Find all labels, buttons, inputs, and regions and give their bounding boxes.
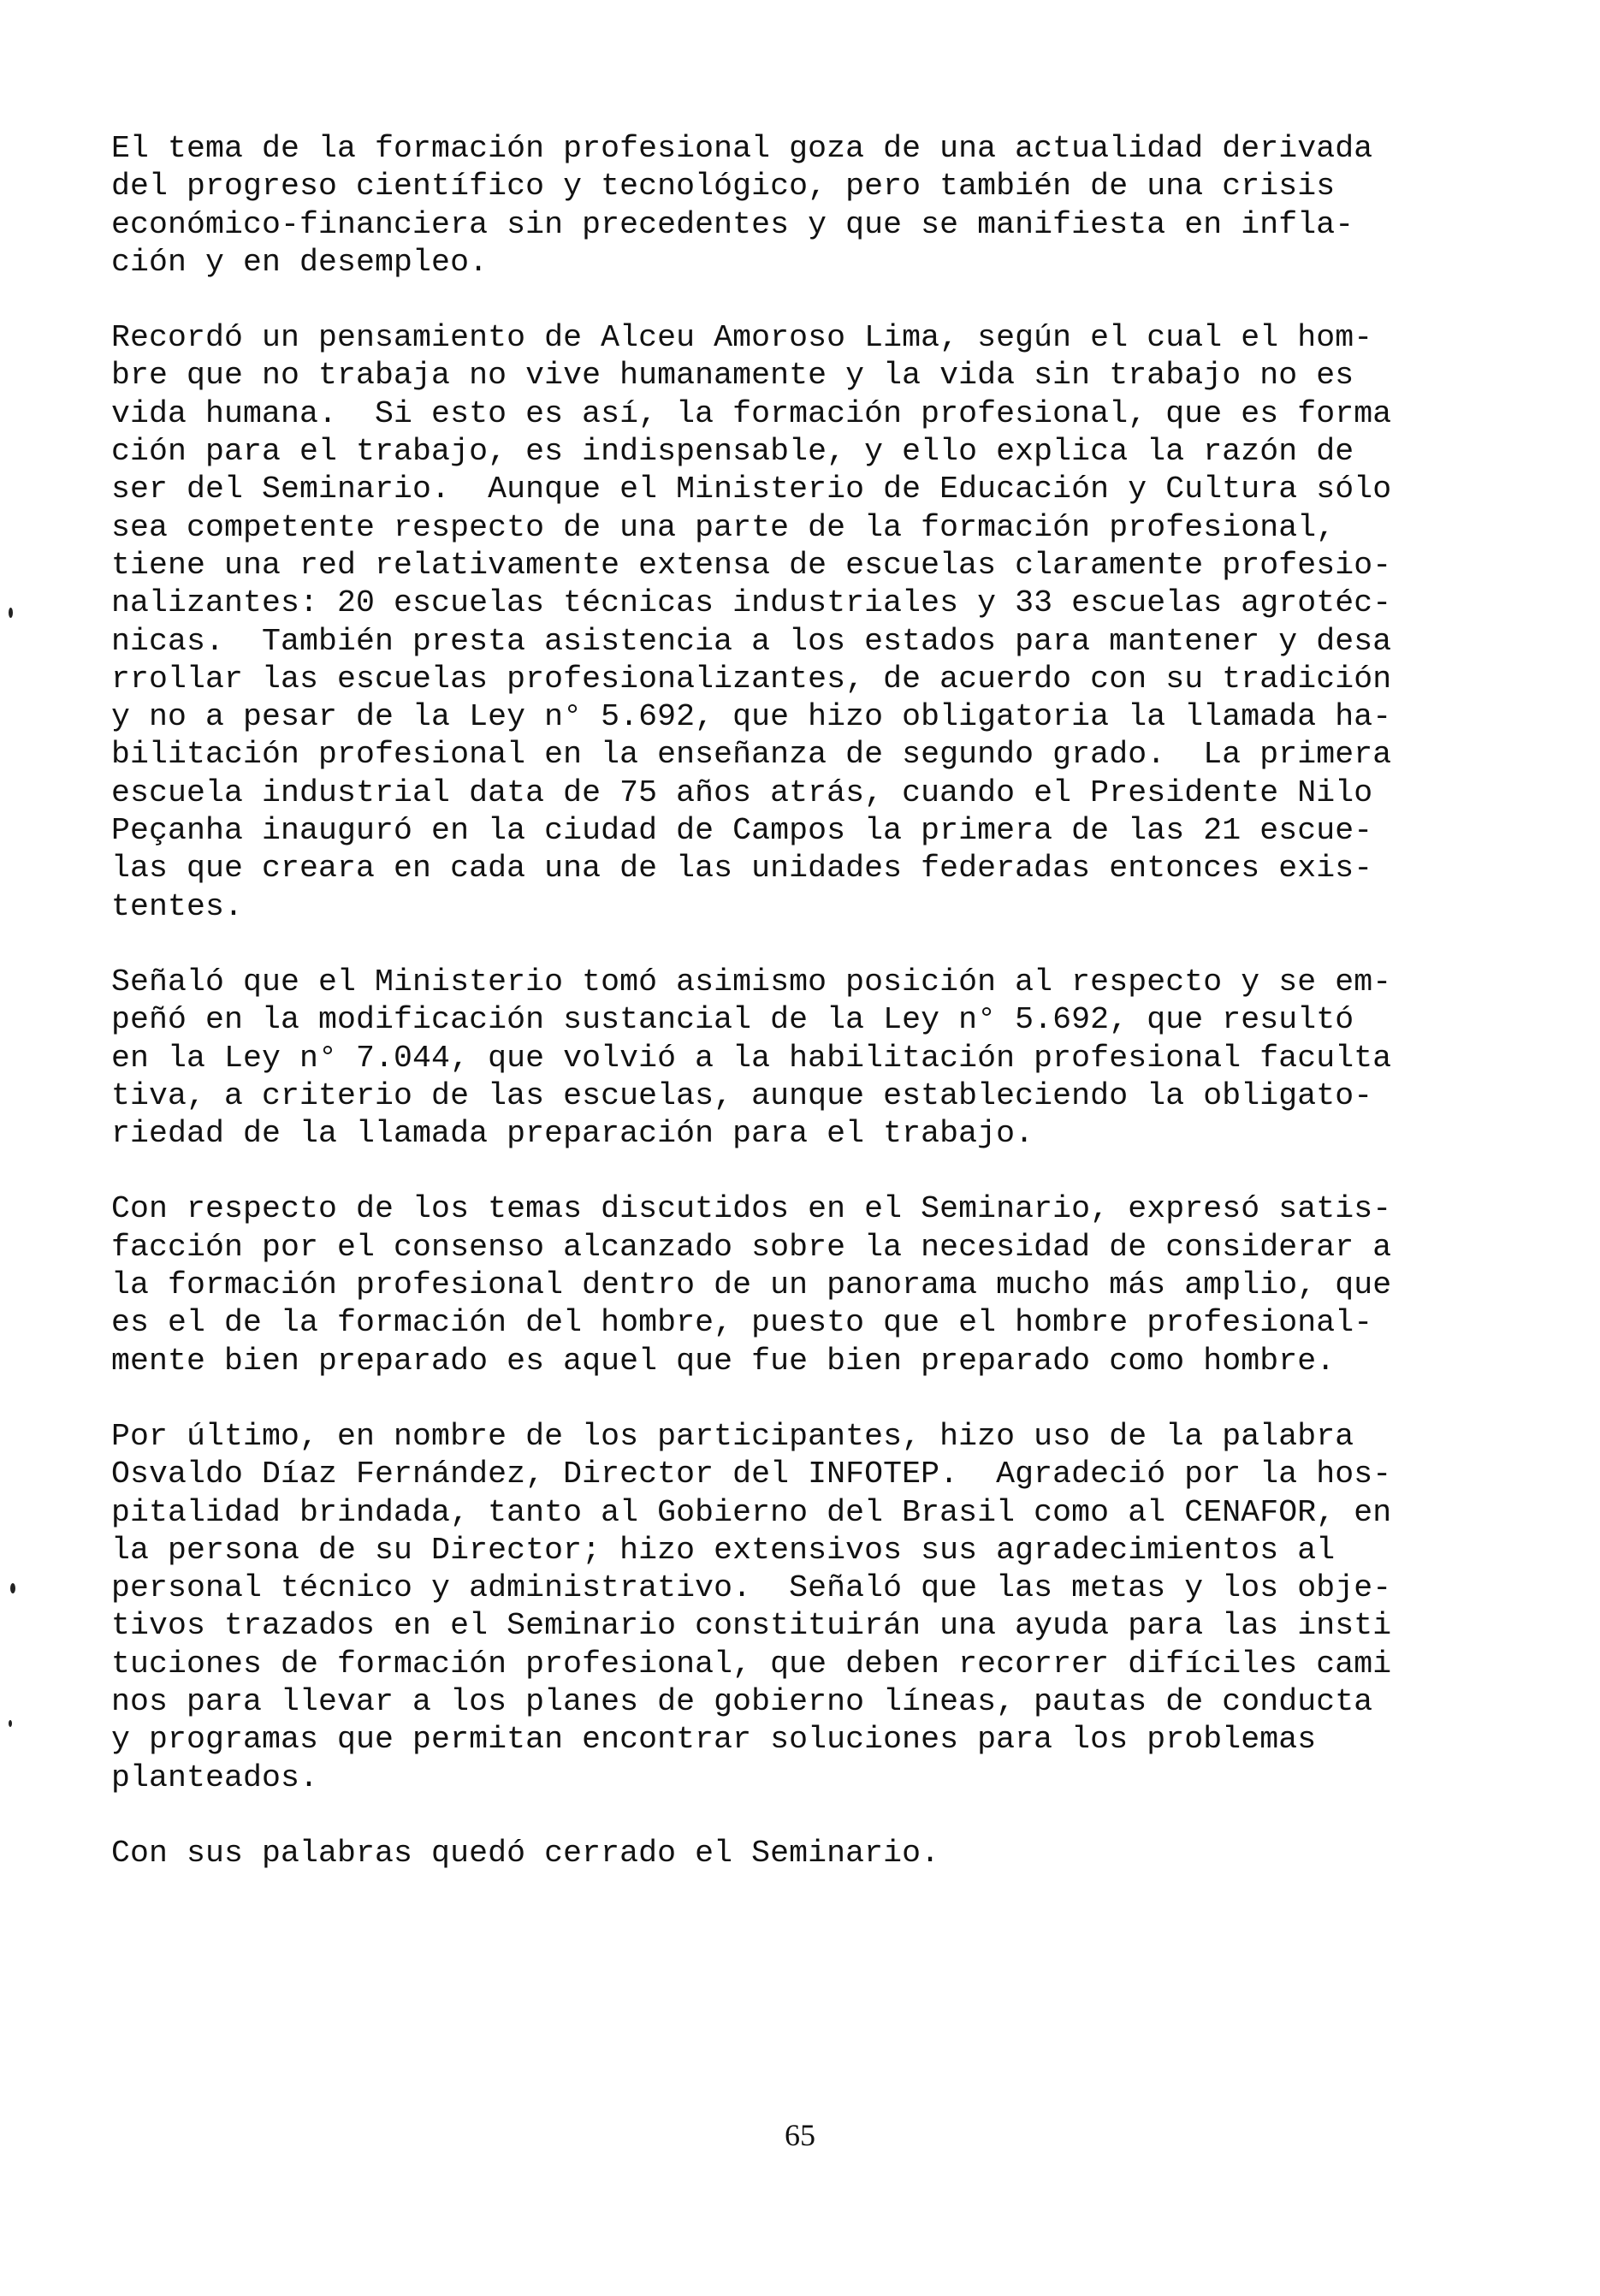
scan-speck (10, 1583, 15, 1593)
text-line: tuciones de formación profesional, que deben recorrer difíciles cami (111, 1646, 1392, 1682)
text-line: y no a pesar de la Ley n° 5.692, que hizo obligatoria la llamada ha- (111, 699, 1392, 735)
paragraph-2 (111, 319, 1395, 926)
text-line: personal técnico y administrativo. Señaló que las metas y los obje- (111, 1570, 1392, 1606)
text-line: escuela industrial data de 75 años atrás, cuando el Presidente Nilo (111, 774, 1373, 810)
text-line: sea competente respecto de una parte de la formación profesional, (111, 509, 1336, 545)
paragraph-6 (111, 1835, 1395, 1872)
paragraph-4 (111, 1190, 1395, 1379)
text-line: bilitación profesional en la enseñanza de segundo grado. La primera (111, 737, 1392, 773)
text-line: la persona de su Director; hizo extensivos sus agradecimientos al (111, 1532, 1336, 1568)
scan-speck (9, 608, 13, 618)
text-line: Recordó un pensamiento de Alceu Amoroso Lima, según el cual el hom- (111, 320, 1373, 356)
text-line: nicas. También presta asistencia a los estados para mantener y desa (111, 623, 1392, 659)
text-line: ser del Seminario. Aunque el Ministerio de Educación y Cultura sólo (111, 472, 1392, 507)
text-line: facción por el consenso alcanzado sobre la necesidad de considerar a (111, 1229, 1392, 1265)
text-line: nos para llevar a los planes de gobierno líneas, pautas de conducta (111, 1683, 1373, 1719)
text-line: Con respecto de los temas discutidos en el Seminario, expresó satis- (111, 1191, 1392, 1227)
text-line: las que creara en cada una de las unidades federadas entonces exis- (111, 851, 1373, 887)
body-text (111, 130, 1395, 1910)
text-line: planteados. (111, 1759, 319, 1795)
text-line: tentes. (111, 888, 244, 924)
text-line: rrollar las escuelas profesionalizantes, de acuerdo con su tradición (111, 661, 1392, 697)
paragraph-5 (111, 1418, 1395, 1797)
text-line: Con sus palabras quedó cerrado el Seminario. (111, 1835, 940, 1871)
text-line: tiene una red relativamente extensa de escuelas claramente profesio- (111, 547, 1392, 583)
scan-speck (9, 1720, 12, 1727)
text-line: mente bien preparado es aquel que fue bien preparado como hombre. (111, 1343, 1336, 1379)
text-line: en la Ley n° 7.044, que volvió a la habilitación profesional faculta (111, 1040, 1392, 1076)
text-line: y programas que permitan encontrar soluciones para los problemas (111, 1722, 1317, 1758)
text-line: tivos trazados en el Seminario constituirán una ayuda para las insti (111, 1608, 1392, 1644)
text-line: El tema de la formación profesional goza de una actualidad derivada (111, 131, 1373, 166)
paragraph-3 (111, 964, 1395, 1153)
text-line: bre que no trabaja no vive humanamente y la vida sin trabajo no es (111, 358, 1354, 394)
text-line: Señaló que el Ministerio tomó asimismo posición al respecto y se em- (111, 964, 1392, 1000)
page-number: 65 (785, 2118, 815, 2152)
text-line: es el de la formación del hombre, puesto que el hombre profesional- (111, 1305, 1373, 1341)
text-line: tiva, a criterio de las escuelas, aunque estableciendo la obligato- (111, 1077, 1373, 1113)
text-line: pitalidad brindada, tanto al Gobierno del Brasil como al CENAFOR, en (111, 1494, 1392, 1530)
text-line: económico-financiera sin precedentes y que se manifiesta en infla- (111, 206, 1354, 242)
text-line: del progreso científico y tecnológico, pero también de una crisis (111, 169, 1336, 205)
text-line: ción para el trabajo, es indispensable, y ello explica la razón de (111, 434, 1373, 470)
text-line: ción y en desempleo. (111, 244, 489, 280)
text-line: vida humana. Si esto es así, la formación profesional, que es forma (111, 395, 1392, 431)
text-line: Osvaldo Díaz Fernández, Director del INFOTEP. Agradeció por la hos- (111, 1457, 1392, 1492)
text-line: riedad de la llamada preparación para el trabajo. (111, 1116, 1034, 1152)
text-line: peñó en la modificación sustancial de la Ley n° 5.692, que resultó (111, 1002, 1354, 1038)
text-line: Por último, en nombre de los participantes, hizo uso de la palabra (111, 1418, 1354, 1454)
paragraph-1 (111, 130, 1395, 282)
text-line: la formación profesional dentro de un panorama mucho más amplio, que (111, 1267, 1392, 1303)
text-line: Peçanha inauguró en la ciudad de Campos la primera de las 21 escue- (111, 813, 1373, 849)
text-line: nalizantes: 20 escuelas técnicas industriales y 33 escuelas agrotéc- (111, 585, 1392, 621)
